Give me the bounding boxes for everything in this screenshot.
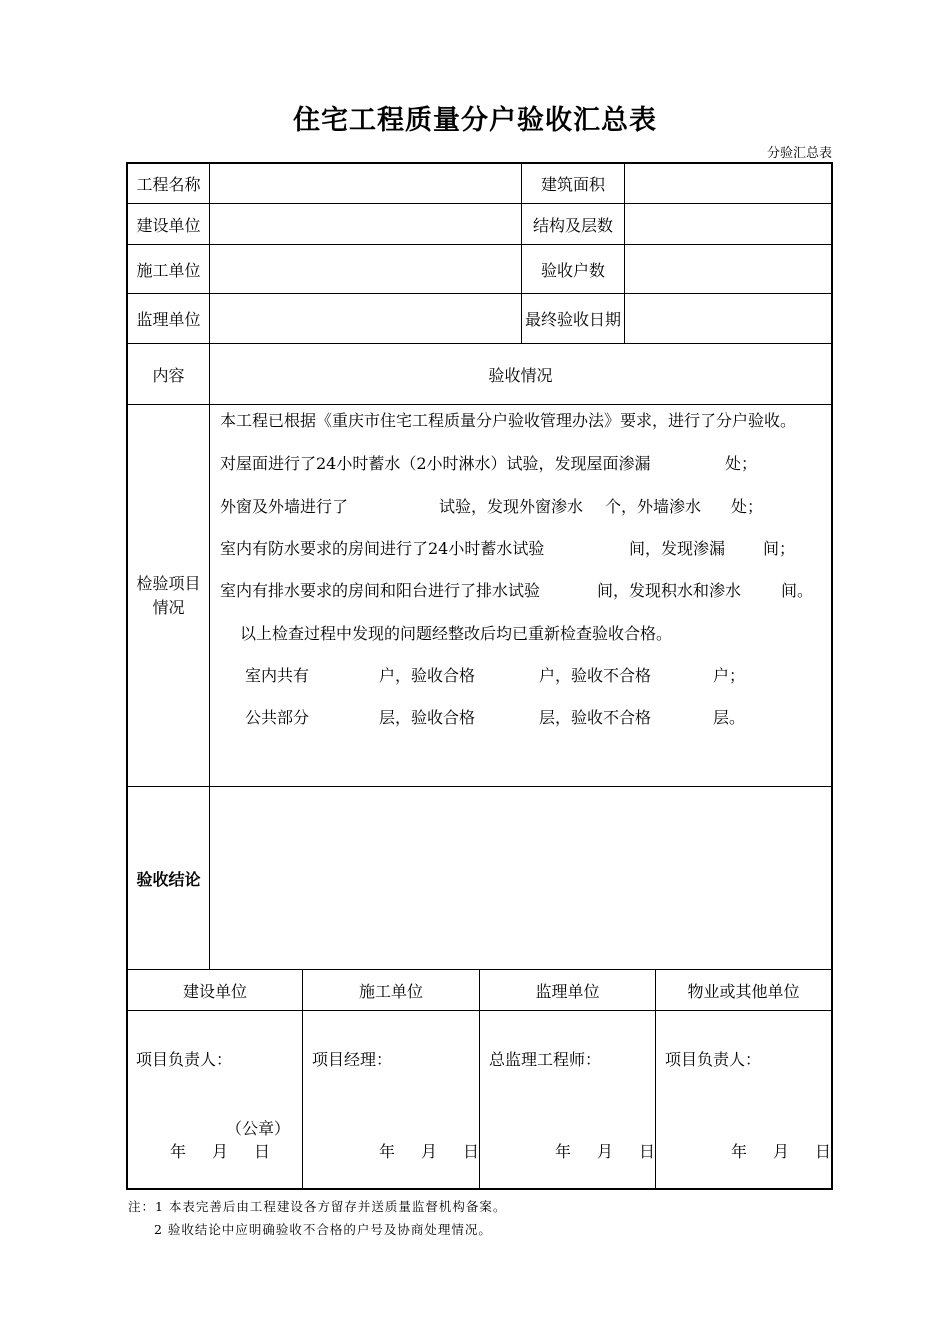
sign-org-supervisor: 监理单位 (535, 981, 600, 1001)
date-year: 年 (731, 1142, 748, 1161)
building-area-label: 建筑面积 (540, 175, 605, 194)
sign-role-constructor: 项目经理： (312, 1050, 393, 1069)
public-end-label: 层。 (713, 708, 746, 727)
inspection-line-6: 以上检查过程中发现的问题经整改后均已重新检查验收合格。 (240, 624, 673, 643)
conclusion-label: 验收结论 (136, 869, 201, 889)
constructor-field[interactable] (210, 245, 521, 293)
inspection-line-5a: 室内有排水要求的房间和阳台进行了排水试验 (220, 581, 541, 600)
structure-field[interactable] (625, 204, 831, 244)
footnote-2: 2 验收结论中应明确验收不合格的户号及协商处理情况。 (154, 1222, 492, 1237)
public-pass-label: 层，验收合格 (379, 708, 476, 727)
supervisor-field[interactable] (210, 294, 521, 343)
date-day: 日 (815, 1142, 832, 1161)
building-area-field[interactable] (625, 164, 831, 203)
sign-org-constructor: 施工单位 (358, 981, 423, 1001)
date-month: 月 (773, 1142, 790, 1161)
acceptance-header: 验收情况 (488, 365, 553, 385)
inspection-line-3b: 试验，发现外窗渗水 (439, 497, 584, 516)
summary-table (126, 162, 833, 1190)
sign-org-property: 物业或其他单位 (687, 981, 800, 1001)
sign-role-builder: 项目负责人： (136, 1050, 233, 1069)
supervisor-label: 监理单位 (136, 310, 201, 329)
inspection-label: 检验项目 情况 (136, 573, 201, 617)
indoor-end-label: 户； (713, 666, 746, 685)
inspection-line-3c: 个，外墙渗水 (605, 497, 702, 516)
inspection-line-1: 本工程已根据《重庆市住宅工程质量分户验收管理办法》要求，进行了分户验收。 (220, 411, 797, 430)
inspection-line-2-end: 处； (725, 454, 758, 473)
official-seal-label: （公章） (226, 1119, 291, 1138)
indoor-total-label: 室内共有 (245, 666, 310, 685)
indoor-pass-label: 户，验收合格 (379, 666, 476, 685)
final-date-label: 最终验收日期 (524, 310, 621, 329)
project-name-field[interactable] (210, 164, 521, 203)
date-day: 日 (254, 1142, 271, 1161)
date-year: 年 (170, 1142, 187, 1161)
form-code: 分验汇总表 (766, 146, 832, 161)
project-name-label: 工程名称 (136, 175, 201, 194)
inspection-line-5c: 间。 (781, 581, 814, 600)
date-day: 日 (463, 1142, 480, 1161)
page-title: 住宅工程质量分户验收汇总表 (293, 105, 657, 136)
households-label: 验收户数 (540, 260, 605, 280)
inspection-line-3a: 外窗及外墙进行了 (220, 497, 349, 516)
constructor-label: 施工单位 (136, 260, 201, 280)
content-header: 内容 (152, 365, 185, 385)
footnote-1: 注：1 本表完善后由工程建设各方留存并送质量监督机构备案。 (128, 1199, 507, 1214)
inspection-line-2: 对屋面进行了24小时蓄水（2小时淋水）试验，发现屋面渗漏 (220, 454, 651, 473)
date-year: 年 (379, 1142, 396, 1161)
inspection-line-4a: 室内有防水要求的房间进行了24小时蓄水试验 (220, 539, 545, 558)
inspection-line-4c: 间； (763, 539, 796, 558)
date-day: 日 (639, 1142, 656, 1161)
conclusion-field[interactable] (210, 787, 831, 969)
inspection-line-5b: 间，发现积水和渗水 (597, 581, 742, 600)
builder-label: 建设单位 (136, 215, 201, 235)
households-field[interactable] (625, 245, 831, 293)
date-month: 月 (212, 1142, 229, 1161)
sign-role-property: 项目负责人： (665, 1050, 762, 1069)
inspection-line-4b: 间，发现渗漏 (629, 539, 726, 558)
date-year: 年 (555, 1142, 572, 1161)
sign-org-builder: 建设单位 (182, 981, 247, 1001)
indoor-fail-label: 户，验收不合格 (539, 666, 652, 685)
date-month: 月 (597, 1142, 614, 1161)
inspection-line-3d: 处； (731, 497, 764, 516)
structure-label: 结构及层数 (532, 215, 613, 235)
date-month: 月 (421, 1142, 438, 1161)
sign-role-supervisor: 总监理工程师： (489, 1050, 602, 1069)
builder-field[interactable] (210, 204, 521, 244)
public-total-label: 公共部分 (245, 708, 310, 727)
public-fail-label: 层，验收不合格 (539, 708, 652, 727)
final-date-field[interactable] (625, 294, 831, 343)
